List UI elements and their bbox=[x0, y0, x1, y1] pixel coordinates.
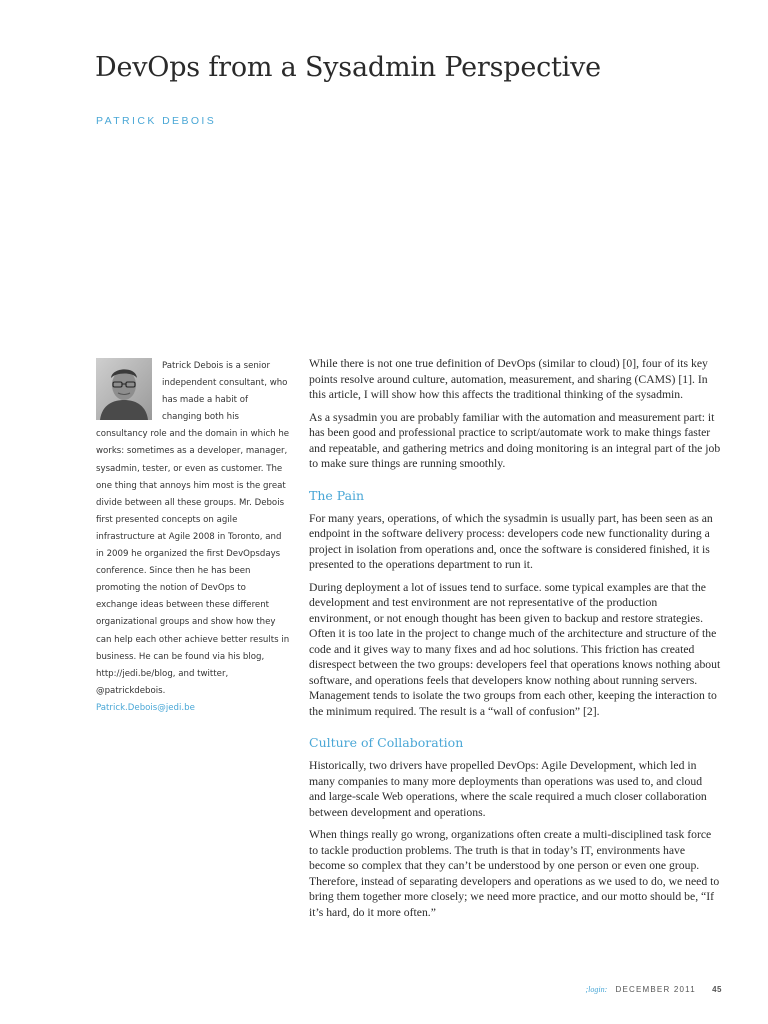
article-title: DevOps from a Sysadmin Perspective bbox=[95, 52, 601, 83]
article-body bbox=[309, 356, 721, 927]
author-photo bbox=[96, 358, 152, 420]
section-heading-culture-of-collaboration: Culture of Collaboration bbox=[309, 735, 464, 750]
page-footer bbox=[585, 985, 722, 994]
body-paragraph: During deployment a lot of issues tend to surface. some typical examples are that the development and test environment are not representative of the production environment, or not enough thought has been given to backup and restore strategies. Often it is too late in the project to change much of the architecture and structure of the code and it gives way to many fixes and ad hoc solutions. This friction has created disrespect between the two groups: developers feel that operations knows nothing about software, and operations feels that developers know nothing about running servers. Management tends to isolate the two groups from each other, keeping the interaction to the minimum required. The result is a “wall of confusion” [2]. bbox=[309, 580, 721, 718]
issue-date: DECEMBER 2011 bbox=[615, 985, 696, 994]
magazine-logo: ;login: bbox=[585, 985, 608, 994]
author-bio-sidebar bbox=[96, 358, 290, 717]
body-paragraph: When things really go wrong, organizations often create a multi-disciplined task force to tackle production problems. The truth is that in today’s IT, environments have become so complex that they can’t be understood by one person or even one group. Therefore, instead of separating developers and operations as we used to do, we need to bring them together more closely; we need more practice, and our motto should be, “If it’s hard, do it more often.” bbox=[309, 828, 720, 919]
author-byline: PATRICK DEBOIS bbox=[96, 115, 217, 127]
author-bio-text: Patrick Debois is a senior independent consultant, who has made a habit of changing both his consultancy role and the domain in which he works: sometimes as a developer, manager, sysadmin, tester, or even as customer. The one thing that annoys him most is the great divide between all these groups. Mr. Debois first presented concepts on agile infrastructure at Agile 2008 in Toronto, and in 2009 he organized the first DevOpsdays conference. Since then he has been promoting the notion of DevOps to exchange ideas between these different organizational groups and show how they can help each other achieve better results in business. He can be found via his blog, http://jedi.be/blog, and twitter, @patrickdebois. bbox=[96, 361, 290, 696]
body-paragraph: As a sysadmin you are probably familiar with the automation and measurement part: it has been good and professional practice to script/automate work to make things faster and repeatable, and gathering metrics and doing monitoring is an integral part of the job to make sure things are running smoothly. bbox=[309, 410, 721, 470]
page-number: 45 bbox=[712, 985, 722, 994]
author-email-link[interactable]: Patrick.Debois@jedi.be bbox=[96, 702, 195, 713]
body-paragraph: While there is not one true definition of DevOps (similar to cloud) [0], four of its key points resolve around culture, automation, measurement, and sharing (CAMS) [1]. In this article, I will show how this affects the traditional thinking of the sysadmin. bbox=[309, 357, 708, 401]
section-heading-the-pain: The Pain bbox=[309, 487, 365, 503]
body-paragraph: For many years, operations, of which the sysadmin is usually part, has been seen as an endpoint in the software delivery process: developers code new functionality during a project in isolation from operations and, once the software is considered finished, it is presented to the operations department to run it. bbox=[309, 511, 713, 571]
body-paragraph: Historically, two drivers have propelled DevOps: Agile Development, which led in many companies to many more deployments than operations was used to, and cloud and large-scale Web operations, where the scale required a much closer collaboration between development and operations. bbox=[309, 759, 707, 819]
